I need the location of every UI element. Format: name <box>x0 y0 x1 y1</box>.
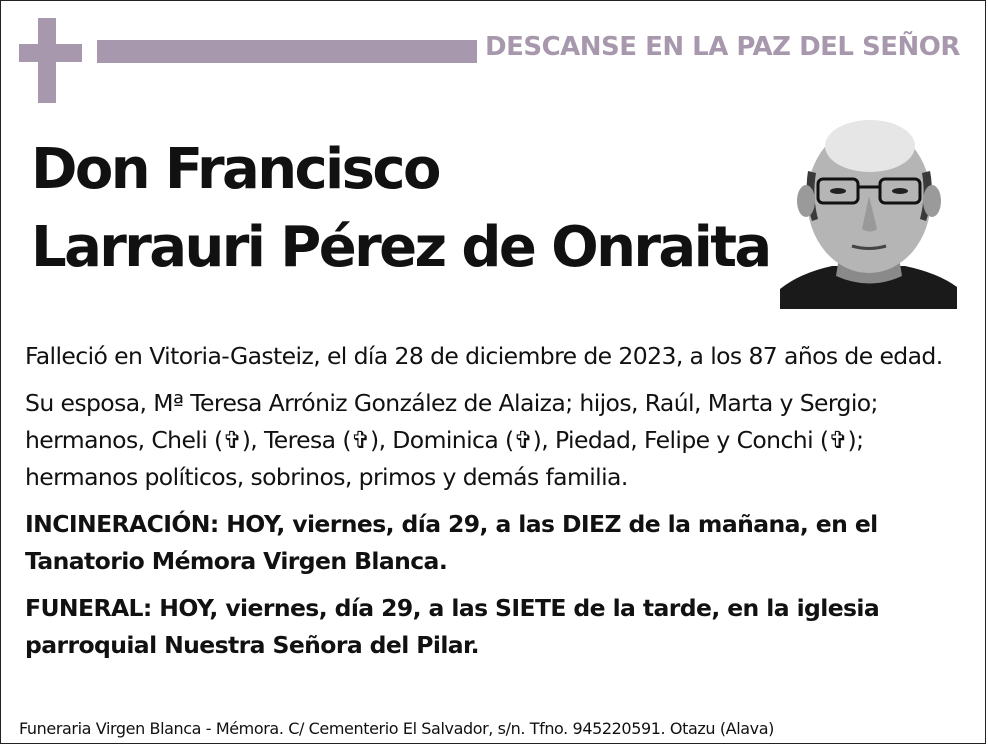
cremation-paragraph: INCINERACIÓN: HOY, viernes, día 29, a las DIEZ de la mañana, en el Tanatorio Mémora Virgen Blanca. <box>25 510 878 575</box>
death-paragraph: Falleció en Vitoria-Gasteiz, el día 28 de diciembre de 2023, a los 87 años de edad. <box>25 342 943 370</box>
header-bar <box>97 40 477 63</box>
deceased-name-line1: Don Francisco <box>31 137 439 202</box>
notice-body <box>25 338 945 664</box>
portrait-photo <box>780 101 957 309</box>
funeral-paragraph: FUNERAL: HOY, viernes, día 29, a las SIETE de la tarde, en la iglesia parroquial Nuestra Señora del Pilar. <box>25 594 880 659</box>
header-title: DESCANSE EN LA PAZ DEL SEÑOR <box>485 32 960 62</box>
funeral-home-footer: Funeraria Virgen Blanca - Mémora. C/ Cementerio El Salvador, s/n. Tfno. 945220591. Otazu (Alava) <box>19 719 774 738</box>
family-paragraph: Su esposa, Mª Teresa Arróniz González de Alaiza; hijos, Raúl, Marta y Sergio; hermanos, Cheli (✞), Teresa (✞), Dominica (✞), Piedad, Felipe y Conchi (✞); hermanos políticos, sobrinos, primos y demás familia. <box>25 389 878 491</box>
deceased-name <box>31 131 770 287</box>
deceased-name-line2: Larrauri Pérez de Onraita <box>31 215 770 280</box>
